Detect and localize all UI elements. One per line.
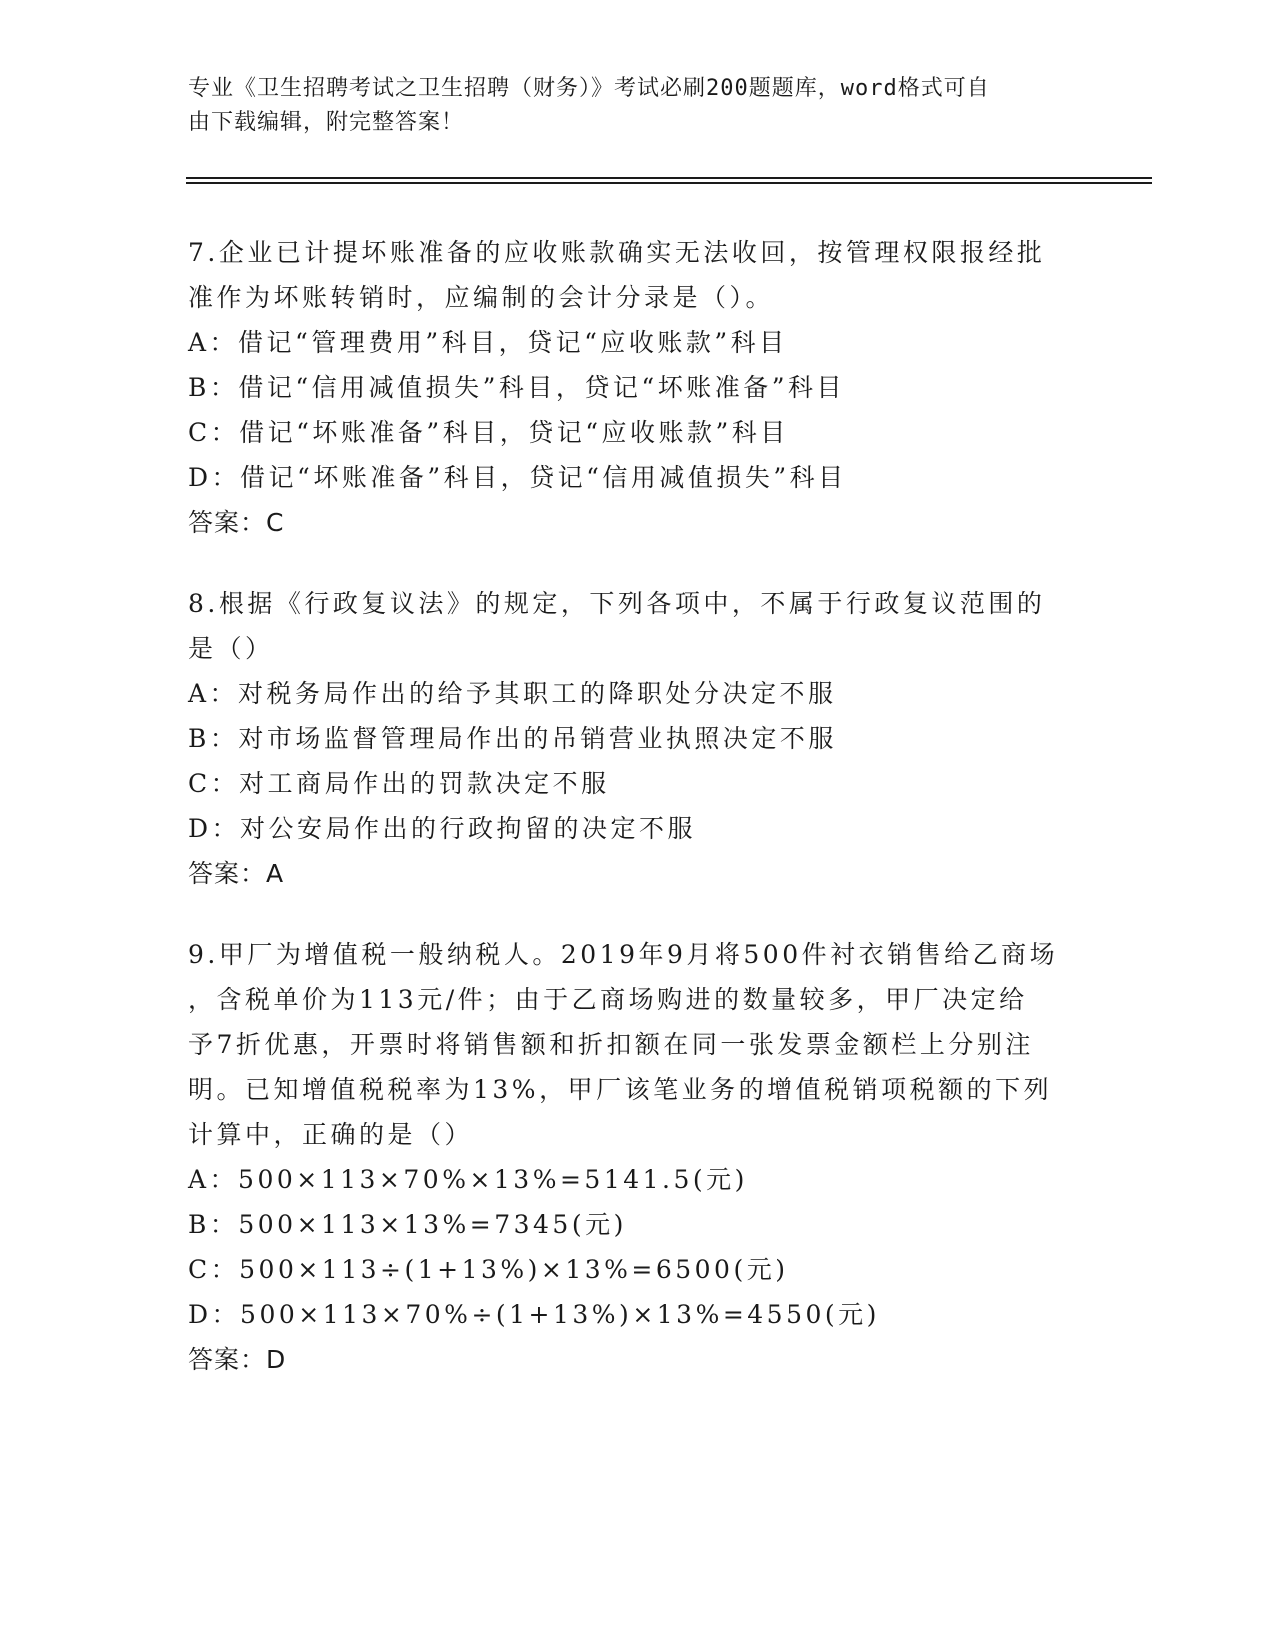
- option-b: B：借记“信用减值损失”科目，贷记“坏账准备”科目: [188, 373, 845, 402]
- stem-line: 明。已知增值税税率为13%，甲厂该笔业务的增值税销项税额的下列: [188, 1075, 1053, 1104]
- header-line-1: 专业《卫生招聘考试之卫生招聘（财务）》考试必刷200题题库，word格式可自: [188, 76, 990, 101]
- question-stem: [188, 230, 1078, 320]
- option-c: C：借记“坏账准备”科目，贷记“应收账款”科目: [188, 418, 789, 447]
- answer-line: 答案：A: [188, 859, 285, 888]
- option-c: C：500×113÷(1+13%)×13%=6500(元): [188, 1255, 789, 1284]
- stem-line: 计算中，正确的是（）: [188, 1120, 474, 1149]
- option-d: D：对公安局作出的行政拘留的决定不服: [188, 814, 697, 843]
- question-stem: [188, 581, 1078, 671]
- option-a: A：借记“管理费用”科目，贷记“应收账款”科目: [188, 328, 788, 357]
- header-divider-bottom: [186, 182, 1152, 184]
- question-7: [188, 230, 1078, 545]
- answer-line: 答案：D: [188, 1345, 287, 1374]
- option-b: B：500×113×13%=7345(元): [188, 1210, 627, 1239]
- document-header: [188, 72, 1068, 140]
- option-a: A：对税务局作出的给予其职工的降职处分决定不服: [188, 679, 837, 708]
- question-stem: [188, 932, 1078, 1157]
- option-d: D：500×113×70%÷(1+13%)×13%=4550(元): [188, 1300, 880, 1329]
- stem-line: 予7折优惠，开票时将销售额和折扣额在同一张发票金额栏上分别注: [188, 1030, 1034, 1059]
- header-line-2: 由下载编辑，附完整答案！: [188, 110, 465, 135]
- stem-line: ，含税单价为113元/件；由于乙商场购进的数量较多，甲厂决定给: [188, 985, 1028, 1014]
- question-list: [188, 230, 1078, 1418]
- question-8: [188, 581, 1078, 896]
- stem-line: 是（）: [188, 634, 274, 663]
- option-d: D：借记“坏账准备”科目，贷记“信用减值损失”科目: [188, 463, 847, 492]
- stem-line: 准作为坏账转销时，应编制的会计分录是（）。: [188, 283, 775, 312]
- stem-line: 7.企业已计提坏账准备的应收账款确实无法收回，按管理权限报经批: [188, 238, 1046, 267]
- answer-line: 答案：C: [188, 508, 285, 537]
- question-9: [188, 932, 1078, 1382]
- option-c: C：对工商局作出的罚款决定不服: [188, 769, 610, 798]
- header-divider-top: [186, 177, 1152, 179]
- option-b: B：对市场监督管理局作出的吊销营业执照决定不服: [188, 724, 837, 753]
- stem-line: 8.根据《行政复议法》的规定，下列各项中，不属于行政复议范围的: [188, 589, 1046, 618]
- stem-line: 9.甲厂为增值税一般纳税人。2019年9月将500件衬衣销售给乙商场: [188, 940, 1059, 969]
- option-a: A：500×113×70%×13%=5141.5(元): [188, 1165, 748, 1194]
